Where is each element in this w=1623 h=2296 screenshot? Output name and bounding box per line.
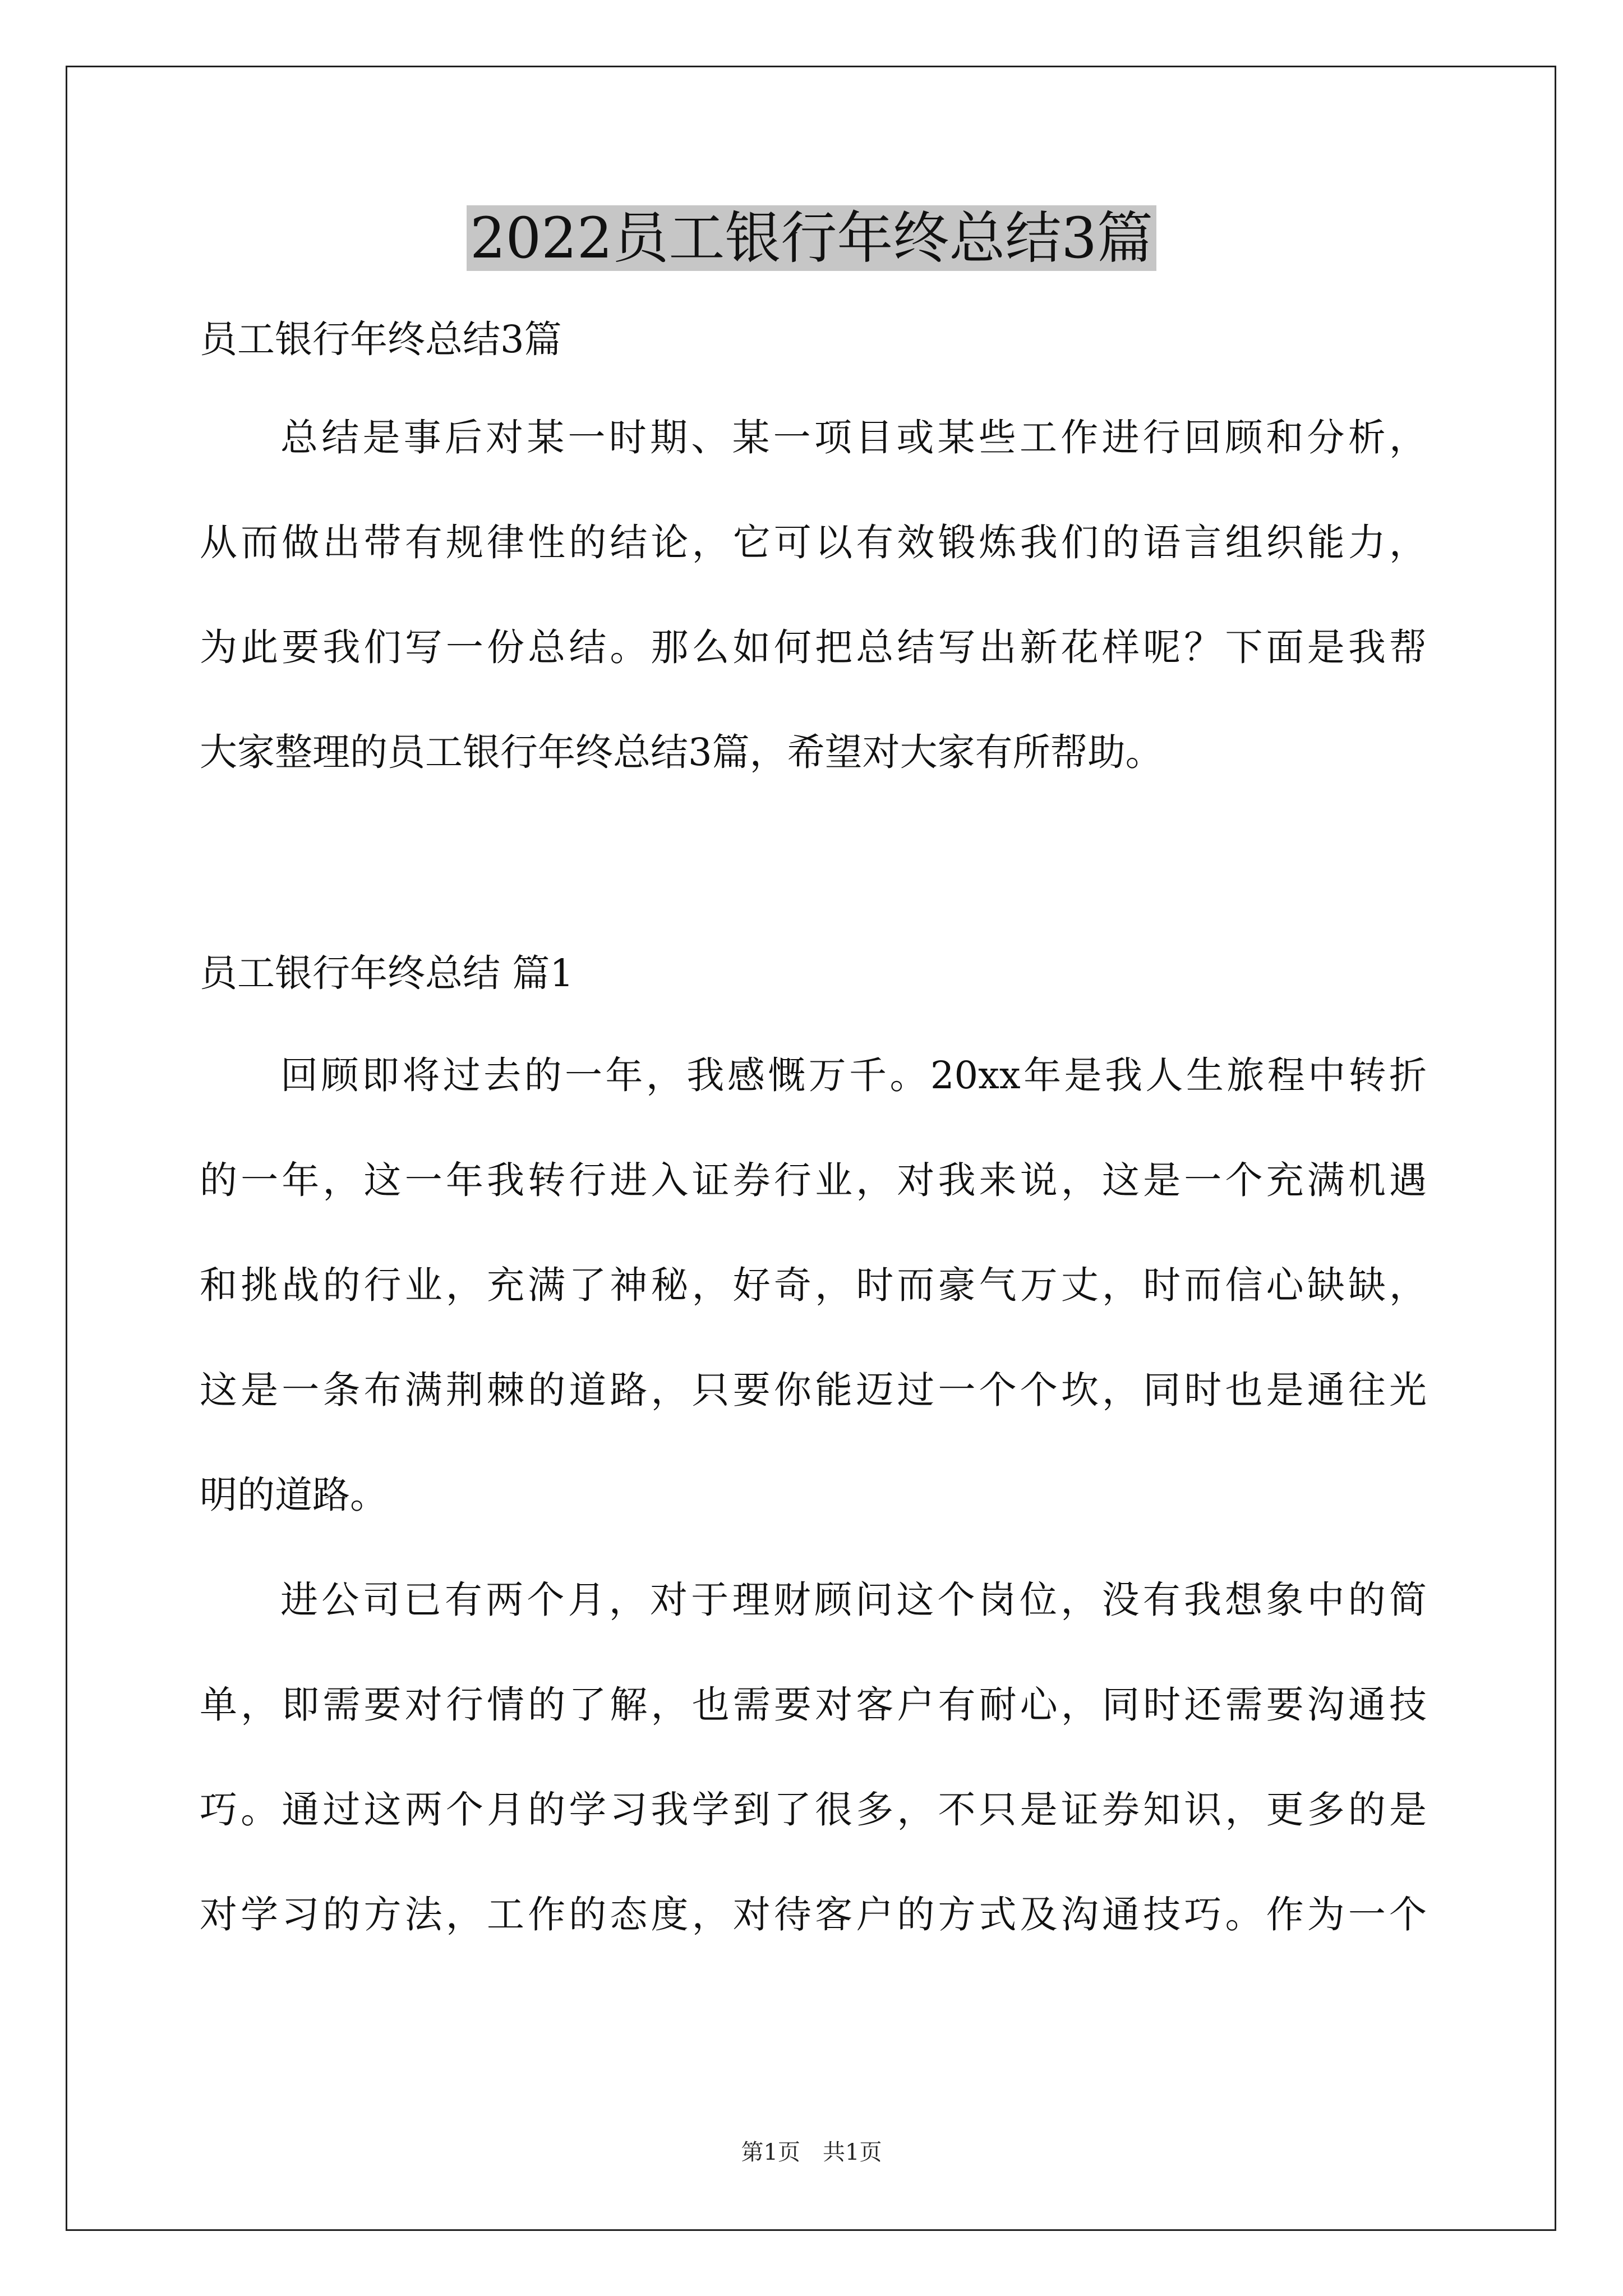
document-subtitle: 员工银行年终总结3篇 bbox=[200, 318, 562, 361]
para1-line-4: 这是一条布满荆棘的道路，只要你能迈过一个个坎，同时也是通往光 bbox=[200, 1368, 1427, 1412]
document-title-text: 2022员工银行年终总结3篇 bbox=[467, 205, 1156, 271]
intro-line-1: 总结是事后对某一时期、某一项目或某些工作进行回顾和分析， bbox=[280, 416, 1427, 459]
page-footer: 第1页 共1页 bbox=[741, 2139, 882, 2165]
para1-line-3: 和挑战的行业，充满了神秘，好奇，时而豪气万丈，时而信心缺缺， bbox=[200, 1263, 1427, 1307]
para2-line-2: 单，即需要对行情的了解，也需要对客户有耐心，同时还需要沟通技 bbox=[200, 1683, 1427, 1727]
para2-line-4: 对学习的方法，工作的态度，对待客户的方式及沟通技巧。作为一个 bbox=[200, 1893, 1427, 1936]
para2-line-3: 巧。通过这两个月的学习我学到了很多，不只是证券知识，更多的是 bbox=[200, 1788, 1427, 1832]
para2-line-1: 进公司已有两个月，对于理财顾问这个岗位，没有我想象中的简 bbox=[280, 1578, 1427, 1622]
intro-line-2: 从而做出带有规律性的结论，它可以有效锻炼我们的语言组织能力， bbox=[200, 521, 1427, 564]
document-title bbox=[0, 205, 1623, 272]
section-heading: 员工银行年终总结 篇1 bbox=[200, 951, 574, 995]
intro-line-4: 大家整理的员工银行年终总结3篇，希望对大家有所帮助。 bbox=[200, 730, 1163, 774]
intro-line-3: 为此要我们写一份总结。那么如何把总结写出新花样呢？下面是我帮 bbox=[200, 625, 1427, 669]
para1-line-5: 明的道路。 bbox=[200, 1473, 388, 1517]
para1-line-1: 回顾即将过去的一年，我感慨万千。20xx年是我人生旅程中转折 bbox=[280, 1053, 1427, 1097]
para1-line-2: 的一年，这一年我转行进入证券行业，对我来说，这是一个充满机遇 bbox=[200, 1158, 1427, 1202]
